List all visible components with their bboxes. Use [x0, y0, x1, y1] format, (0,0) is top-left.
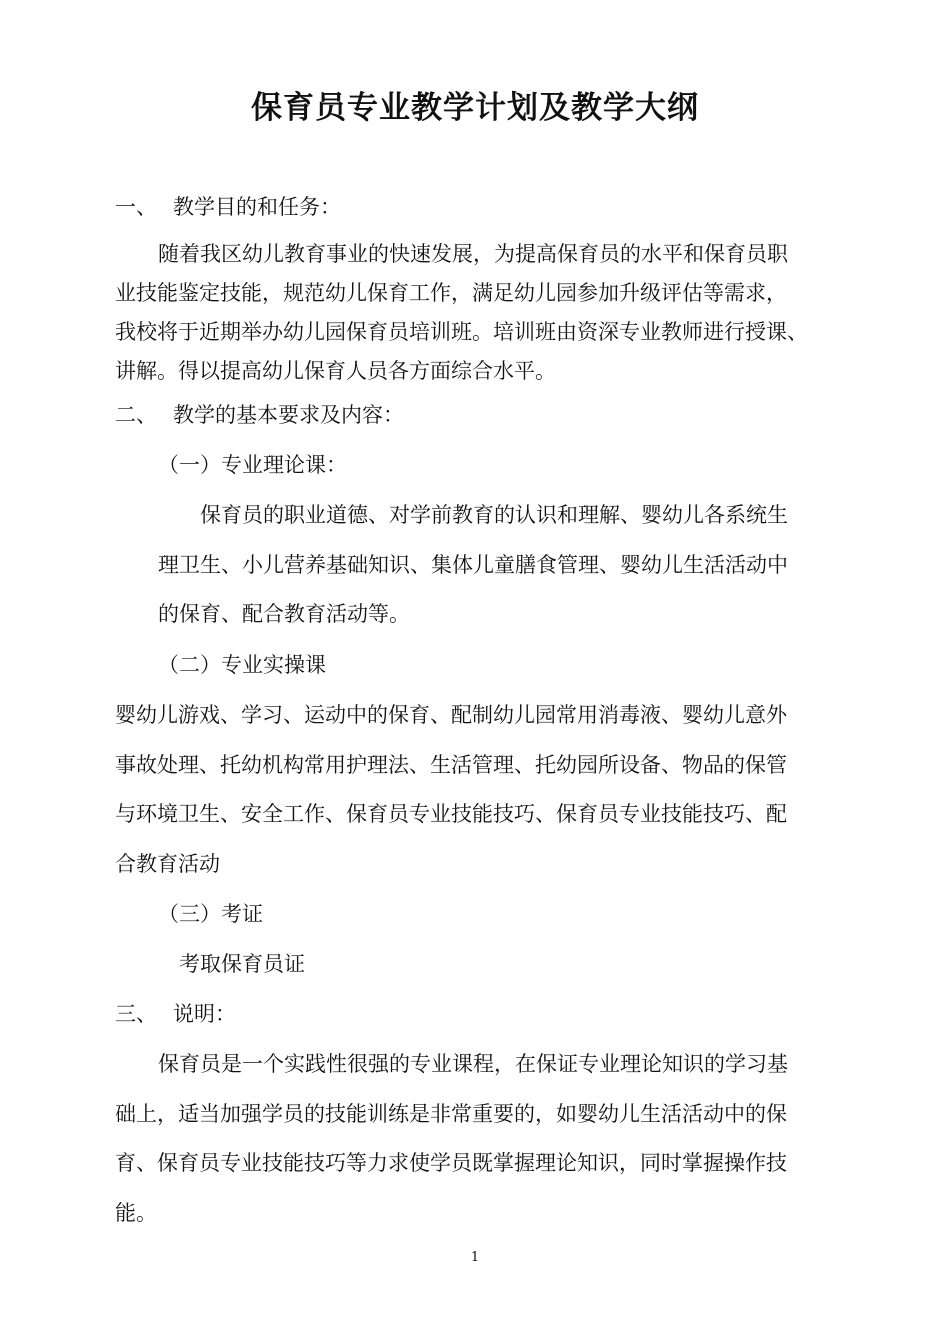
- section-1-heading: [115, 193, 341, 221]
- section-1-para-line: 我校将于近期举办幼儿园保育员培训班。培训班由资深专业教师进行授课、: [115, 320, 808, 344]
- section-2-heading: [115, 401, 404, 429]
- subsection-2-line: 合教育活动: [115, 852, 220, 876]
- section-3-para-line: 础上，适当加强学员的技能训练是非常重要的，如婴幼儿生活活动中的保: [115, 1102, 787, 1126]
- section-1-number: 一、: [115, 195, 157, 219]
- section-3-para-line: 保育员是一个实践性很强的专业课程，在保证专业理论知识的学习基: [158, 1052, 788, 1076]
- subsection-1-line: 理卫生、小儿营养基础知识、集体儿童膳食管理、婴幼儿生活活动中: [158, 553, 788, 577]
- section-1-para-line: 随着我区幼儿教育事业的快速发展，为提高保育员的水平和保育员职: [158, 242, 788, 266]
- subsection-3-heading: （三）考证: [158, 902, 263, 926]
- section-1-title: 教学目的和任务：: [173, 195, 341, 219]
- section-3-title: 说明：: [173, 1002, 236, 1026]
- section-2-title: 教学的基本要求及内容：: [173, 403, 404, 427]
- section-1-para-line: 业技能鉴定技能，规范幼儿保育工作，满足幼儿园参加升级评估等需求，: [115, 281, 787, 305]
- subsection-1-line: 保育员的职业道德、对学前教育的认识和理解、婴幼儿各系统生: [200, 503, 788, 527]
- subsection-2-line: 与环境卫生、安全工作、保育员专业技能技巧、保育员专业技能技巧、配: [115, 802, 787, 826]
- section-3-para-line: 能。: [115, 1201, 157, 1225]
- page-number: 1: [470, 1250, 480, 1265]
- subsection-2-line: 婴幼儿游戏、学习、运动中的保育、配制幼儿园常用消毒液、婴幼儿意外: [115, 703, 787, 727]
- section-2-number: 二、: [115, 403, 157, 427]
- section-3-para-line: 育、保育员专业技能技巧等力求使学员既掌握理论知识，同时掌握操作技: [115, 1151, 787, 1175]
- section-3-heading: [115, 1000, 236, 1028]
- subsection-1-line: 的保育、配合教育活动等。: [158, 602, 410, 626]
- section-1-para-line: 讲解。得以提高幼儿保育人员各方面综合水平。: [115, 359, 556, 383]
- section-3-number: 三、: [115, 1002, 157, 1026]
- subsection-3-line: 考取保育员证: [179, 952, 305, 976]
- subsection-2-line: 事故处理、托幼机构常用护理法、生活管理、托幼园所设备、物品的保管: [115, 753, 787, 777]
- subsection-2-heading: （二）专业实操课: [158, 653, 326, 677]
- document-title: 保育员专业教学计划及教学大纲: [251, 90, 699, 126]
- subsection-1-heading: （一）专业理论课：: [158, 453, 347, 477]
